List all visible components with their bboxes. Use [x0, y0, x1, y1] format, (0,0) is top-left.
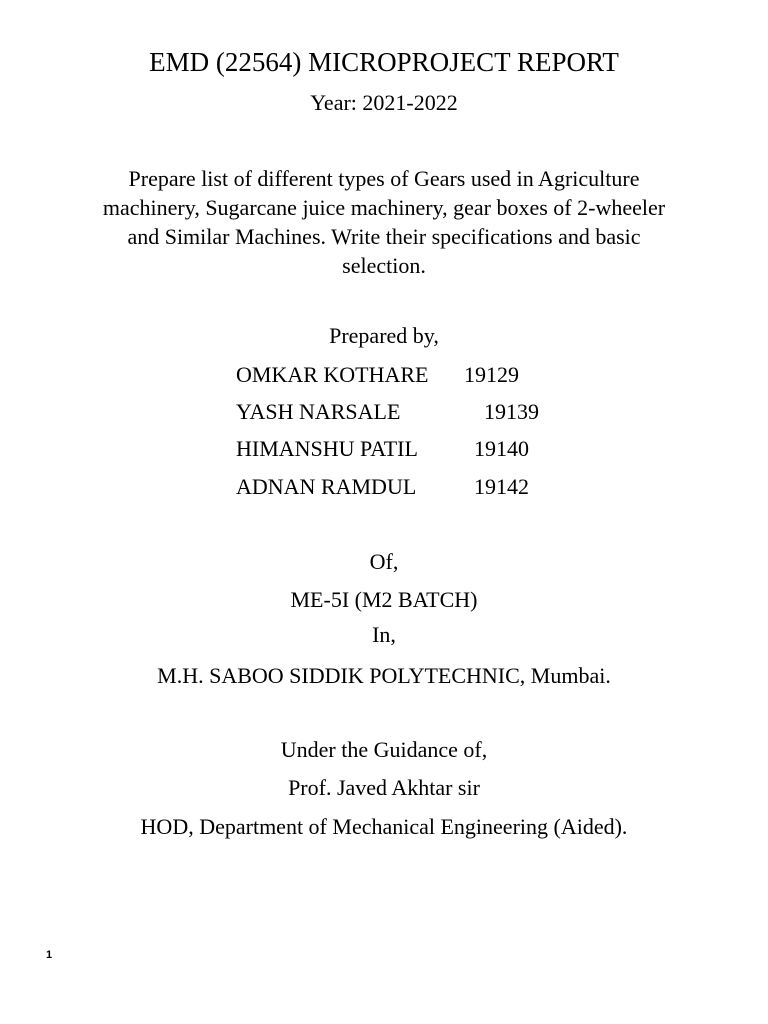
author-name: HIMANSHU PATIL: [236, 436, 418, 461]
batch-name: ME-5I (M2 BATCH): [290, 587, 478, 612]
author-roll-number: 19129: [464, 362, 519, 387]
author-name: OMKAR KOTHARE: [236, 362, 429, 387]
report-title: EMD (22564) MICROPROJECT REPORT: [149, 47, 619, 77]
author-row: [236, 398, 539, 426]
author-roll-number: 19139: [484, 399, 539, 424]
guide-name: Prof. Javed Akhtar sir: [288, 775, 480, 800]
author-name: YASH NARSALE: [236, 399, 401, 424]
prepared-by-label: Prepared by,: [329, 323, 439, 348]
author-roll-number: 19142: [474, 474, 529, 499]
page-number: 1: [46, 949, 53, 961]
description-line: selection.: [342, 253, 426, 278]
report-year: Year: 2021-2022: [310, 90, 458, 115]
description-line: Prepare list of different types of Gears used in Agriculture: [128, 166, 640, 191]
author-row: [236, 435, 529, 463]
guidance-label: Under the Guidance of,: [280, 737, 488, 762]
description-line: machinery, Sugarcane juice machinery, gear boxes of 2-wheeler: [102, 195, 666, 220]
guide-title: HOD, Department of Mechanical Engineering (Aided).: [140, 814, 628, 839]
author-row: [236, 361, 519, 389]
author-roll-number: 19140: [474, 436, 529, 461]
of-label: Of,: [369, 549, 399, 574]
author-row: [236, 473, 529, 501]
project-description: [40, 164, 728, 280]
in-label: In,: [372, 622, 396, 647]
description-line: and Similar Machines. Write their specifications and basic: [127, 224, 641, 249]
author-name: ADNAN RAMDUL: [236, 474, 417, 499]
institution-name: M.H. SABOO SIDDIK POLYTECHNIC, Mumbai.: [157, 663, 611, 688]
